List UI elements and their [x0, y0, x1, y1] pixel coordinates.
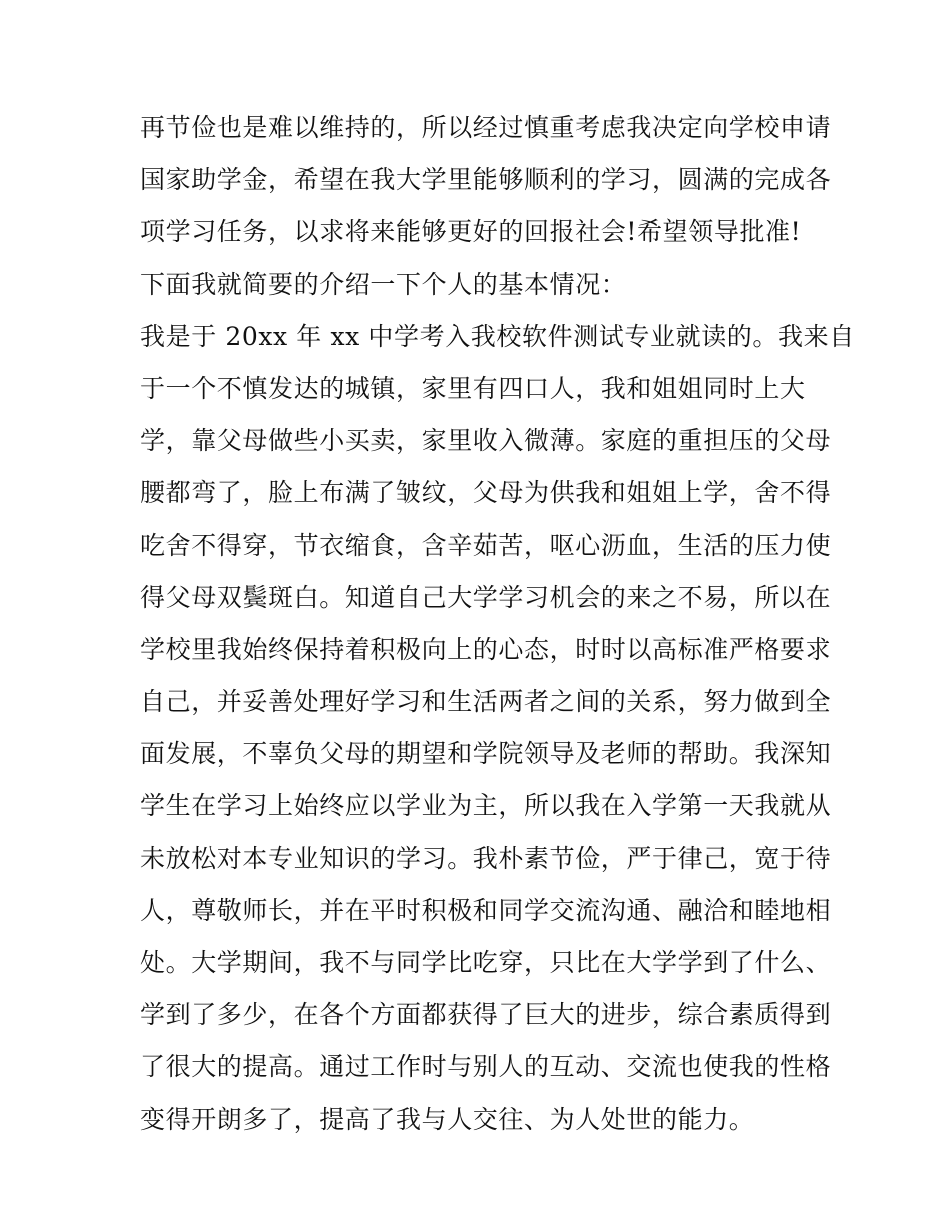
text-line-20: 变得开朗多了，提高了我与人交往、为人处世的能力。 [140, 1104, 755, 1134]
text-line-18: 学到了多少，在各个方面都获得了巨大的进步，综合素质得到 [140, 1000, 832, 1030]
text-line-2: 国家助学金，希望在我大学里能够顺利的学习，圆满的完成各 [140, 165, 832, 195]
text-line-10: 得父母双鬓斑白。知道自己大学学习机会的来之不易，所以在 [140, 582, 832, 612]
text-line-7: 学，靠父母做些小买卖，家里收入微薄。家庭的重担压的父母 [140, 426, 832, 456]
text-line-6: 于一个不慎发达的城镇，家里有四口人，我和姐姐同时上大 [140, 373, 806, 403]
text-line-14: 学生在学习上始终应以学业为主，所以我在入学第一天我就从 [140, 791, 832, 821]
text-line-15: 未放松对本专业知识的学习。我朴素节俭，严于律己，宽于待 [140, 843, 832, 873]
text-line-3: 项学习任务，以求将来能够更好的回报社会!希望领导批准! [140, 217, 802, 247]
text-line-11: 学校里我始终保持着积极向上的心态，时时以高标准严格要求 [140, 634, 832, 664]
text-line-8: 腰都弯了，脸上布满了皱纹，父母为供我和姐姐上学，舍不得 [140, 478, 832, 508]
text-line-5: 我是于 20xx 年 xx 中学考入我校软件测试专业就读的。我来自 [140, 321, 855, 351]
text-line-19: 了很大的提高。通过工作时与别人的互动、交流也使我的性格 [140, 1052, 832, 1082]
text-line-16: 人，尊敬师长，并在平时积极和同学交流沟通、融洽和睦地相 [140, 895, 832, 925]
text-line-17: 处。大学期间，我不与同学比吃穿，只比在大学学到了什么、 [140, 948, 832, 977]
text-line-13: 面发展，不辜负父母的期望和学院领导及老师的帮助。我深知 [140, 739, 832, 769]
text-line-4: 下面我就简要的介绍一下个人的基本情况： [140, 269, 627, 299]
text-line-12: 自己，并妥善处理好学习和生活两者之间的关系，努力做到全 [140, 687, 832, 717]
text-line-9: 吃舍不得穿，节衣缩食，含辛茹苦，呕心沥血，生活的压力使 [140, 530, 832, 560]
text-line-1: 再节俭也是难以维持的，所以经过慎重考虑我决定向学校申请 [140, 113, 832, 142]
body-text [140, 102, 855, 1146]
